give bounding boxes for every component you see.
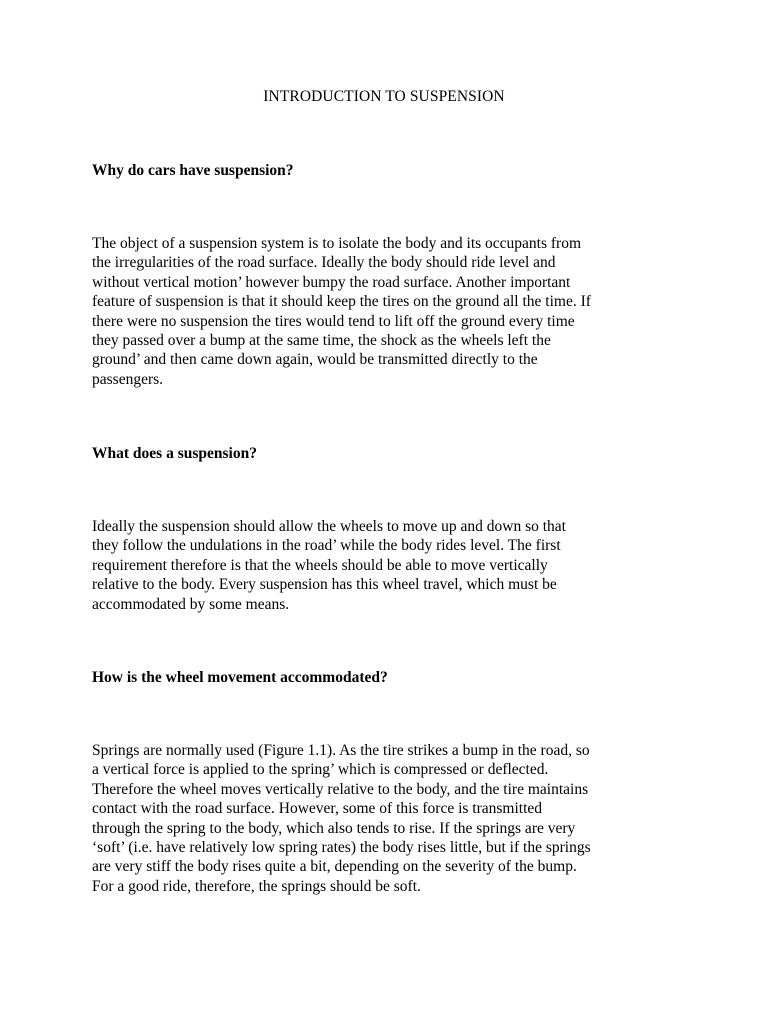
paragraph-line: For a good ride, therefore, the springs should be soft. bbox=[92, 877, 421, 895]
paragraph-line: ‘soft’ (i.e. have relatively low spring rates) the body rises little, but if the springs bbox=[92, 839, 591, 857]
section-paragraph-wheel-movement bbox=[92, 741, 692, 896]
paragraph-line: relative to the body. Every suspension has this wheel travel, which must be bbox=[92, 576, 557, 594]
paragraph-line: accommodated by some means. bbox=[92, 595, 290, 613]
paragraph-line: requirement therefore is that the wheels should be able to move vertically bbox=[92, 556, 548, 574]
paragraph-line: The object of a suspension system is to isolate the body and its occupants from bbox=[92, 235, 582, 252]
paragraph-line: passengers. bbox=[92, 370, 164, 388]
paragraph-line: Springs are normally used (Figure 1.1). As the tire strikes a bump in the road, so bbox=[92, 742, 590, 759]
section-paragraph-what-suspension bbox=[92, 517, 692, 614]
paragraph-line: there were no suspension the tires would tend to lift off the ground every time bbox=[92, 312, 575, 330]
paragraph-line: they follow the undulations in the road’ while the body rides level. The first bbox=[92, 537, 561, 555]
section-heading-wheel-movement: How is the wheel movement accommodated? bbox=[92, 669, 388, 686]
paragraph-line: feature of suspension is that it should keep the tires on the ground all the time. If bbox=[92, 293, 591, 311]
paragraph-line: through the spring to the body, which also tends to rise. If the springs are very bbox=[92, 819, 576, 837]
section-paragraph-why-suspension bbox=[92, 234, 692, 389]
paragraph-line: ground’ and then came down again, would be transmitted directly to the bbox=[92, 351, 538, 369]
document-title: INTRODUCTION TO SUSPENSION bbox=[263, 88, 505, 105]
paragraph-line: contact with the road surface. However, some of this force is transmitted bbox=[92, 800, 543, 818]
section-heading-why-suspension: Why do cars have suspension? bbox=[92, 162, 294, 179]
paragraph-line: without vertical motion’ however bumpy the road surface. Another important bbox=[92, 273, 571, 291]
paragraph-line: they passed over a bump at the same time, the shock as the wheels left the bbox=[92, 332, 551, 350]
paragraph-line: Therefore the wheel moves vertically relative to the body, and the tire maintains bbox=[92, 780, 589, 798]
paragraph-line: Ideally the suspension should allow the wheels to move up and down so that bbox=[92, 518, 566, 535]
section-heading-what-suspension: What does a suspension? bbox=[92, 445, 257, 462]
paragraph-line: a vertical force is applied to the spring’ which is compressed or deflected. bbox=[92, 761, 549, 779]
paragraph-line: the irregularities of the road surface. Ideally the body should ride level and bbox=[92, 254, 556, 272]
paragraph-line: are very stiff the body rises quite a bit, depending on the severity of the bump. bbox=[92, 858, 577, 876]
